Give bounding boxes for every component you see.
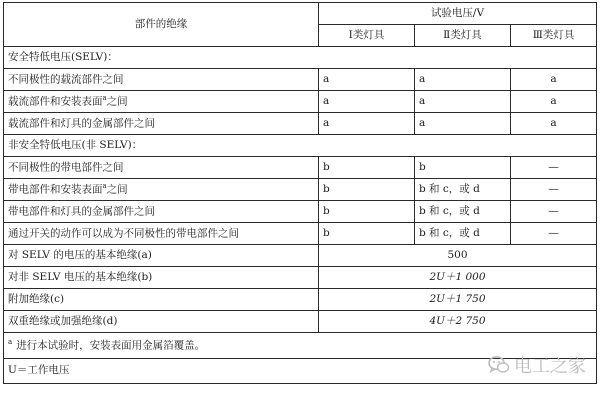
class-3-header: Ⅲ类灯具 [511, 25, 597, 47]
insulation-label: 附加绝缘(c) [4, 289, 319, 311]
row-label: 通过开关的动作可以成为不同极性的带电部件之间 [4, 223, 319, 245]
insulation-test-voltage-table [3, 2, 597, 384]
row-label: 带电部件和安装表面$^a$之间 [4, 179, 319, 201]
class-1-cell: a [319, 113, 415, 135]
table-row [4, 223, 597, 245]
row-label: 不同极性的带电部件之间 [4, 157, 319, 179]
test-voltage-header: 试验电压/V [319, 3, 597, 25]
insulation-voltage: 2U＋1 000 [319, 267, 597, 289]
insulation-row [4, 267, 597, 289]
insulation-row [4, 311, 597, 333]
class-1-cell: a [319, 91, 415, 113]
working-voltage-definition: U＝工作电压 [4, 359, 597, 384]
insulation-row [4, 245, 597, 267]
footnote-text: 进行本试验时，安装表面用金属箔覆盖。 [16, 339, 206, 352]
insulation-voltage: 500 [319, 245, 597, 267]
class-2-cell: a [415, 91, 511, 113]
class-3-cell: — [511, 223, 597, 245]
part-column-header: 部件的绝缘 [4, 3, 319, 47]
class-2-cell: b 和 c，或 d [415, 223, 511, 245]
class-1-cell: a [319, 69, 415, 91]
class-3-cell: — [511, 201, 597, 223]
class-1-cell: b [319, 179, 415, 201]
class-2-cell: a [415, 69, 511, 91]
table-row [4, 157, 597, 179]
row-label: 带电部件和灯具的金属部件之间 [4, 201, 319, 223]
insulation-label: 双重绝缘或加强绝缘(d) [4, 311, 319, 333]
class-3-cell: a [511, 69, 597, 91]
insulation-row [4, 289, 597, 311]
wechat-icon [488, 355, 510, 375]
table-header-row [4, 3, 597, 25]
table-row [4, 179, 597, 201]
selv-section-title: 安全特低电压(SELV)： [4, 47, 597, 69]
class-1-cell: b [319, 157, 415, 179]
table-row [4, 113, 597, 135]
class-2-header: Ⅱ类灯具 [415, 25, 511, 47]
insulation-voltage: 2U＋1 750 [319, 289, 597, 311]
non-selv-section-title: 非安全特低电压(非 SELV)： [4, 135, 597, 157]
class-1-cell: b [319, 223, 415, 245]
table-row [4, 91, 597, 113]
class-1-header: Ⅰ类灯具 [319, 25, 415, 47]
class-2-cell: b 和 c，或 d [415, 179, 511, 201]
class-2-cell: b 和 c，或 d [415, 201, 511, 223]
class-3-cell: — [511, 157, 597, 179]
insulation-voltage: 4U＋2 750 [319, 311, 597, 333]
row-label: 不同极性的载流部件之间 [4, 69, 319, 91]
table-row [4, 69, 597, 91]
table-row [4, 201, 597, 223]
watermark [488, 352, 586, 378]
class-3-cell: — [511, 179, 597, 201]
row-label: 载流部件和安装表面$^a$之间 [4, 91, 319, 113]
watermark-text: 电工之家 [514, 356, 586, 377]
class-1-cell: b [319, 201, 415, 223]
class-3-cell: a [511, 113, 597, 135]
section-row [4, 47, 597, 69]
class-3-cell: a [511, 91, 597, 113]
footnote-mark: a [8, 337, 13, 346]
class-2-cell: b [415, 157, 511, 179]
insulation-label: 对 SELV 的电压的基本绝缘(a) [4, 245, 319, 267]
insulation-label: 对非 SELV 电压的基本绝缘(b) [4, 267, 319, 289]
row-label: 载流部件和灯具的金属部件之间 [4, 113, 319, 135]
class-2-cell: a [415, 113, 511, 135]
section-row [4, 135, 597, 157]
